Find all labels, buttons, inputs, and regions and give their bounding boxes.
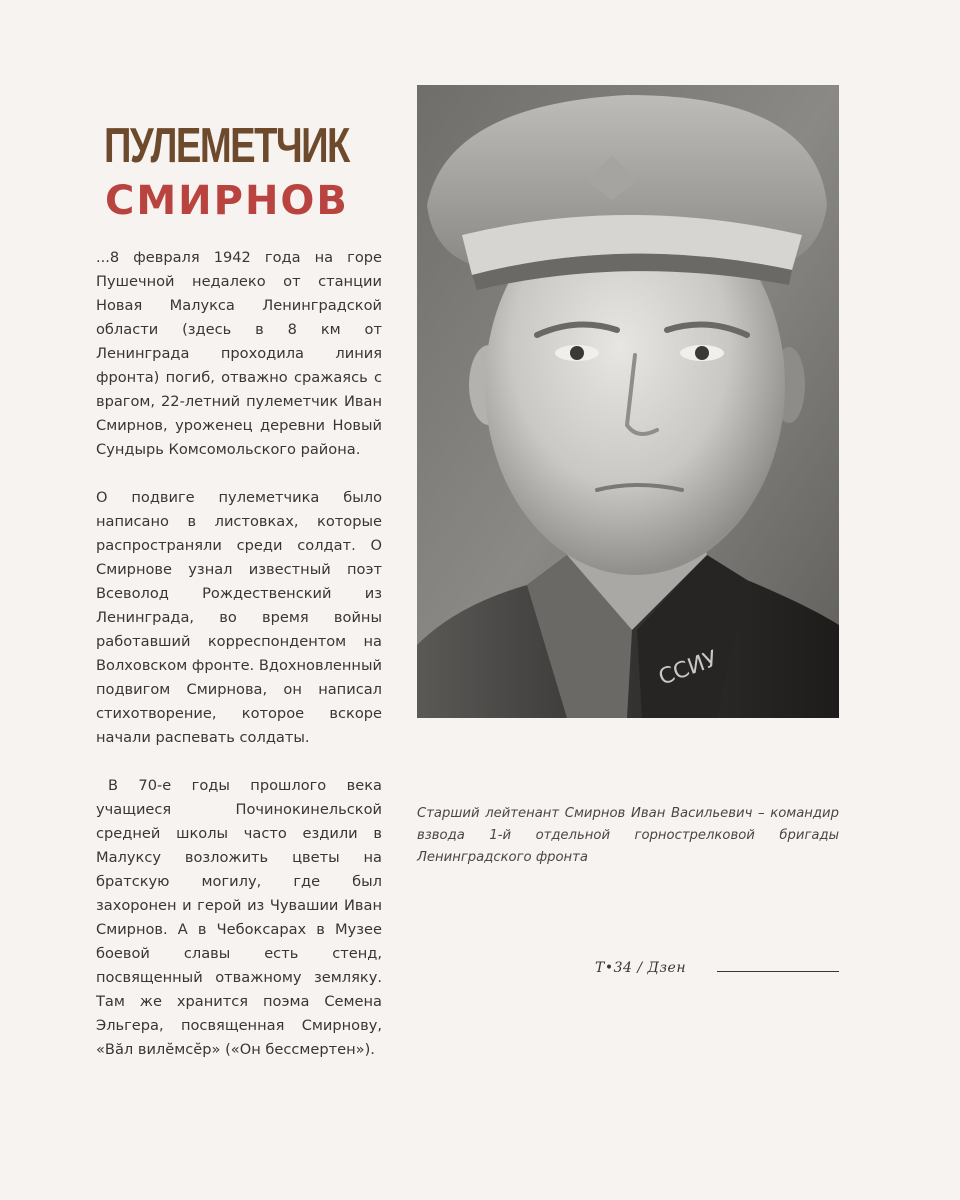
paragraph-2: О подвиге пулеметчика было написано в листовках, которые распространяли среди солдат. О Смирнове узнал известный поэт Всеволод Рождественский из Ленинграда, во время войны работавший корреспондентом на Волховском фронте. Вдохновленный подвигом Смирнова, он написал стихотворение, которое вскоре начали распевать солдаты. bbox=[96, 489, 382, 746]
portrait-photo bbox=[417, 85, 839, 718]
article-body bbox=[96, 246, 382, 1086]
title-line-2: СМИРНОВ bbox=[105, 178, 349, 224]
paragraph-3: В 70-е годы прошлого века учащиеся Починокинельской средней школы часто ездили в Малуксу возложить цветы на братскую могилу, где был захоронен и герой из Чувашии Иван Смирнов. А в Чебоксарах в Музее боевой славы есть стенд, посвященный отважному земляку. Там же хранится поэма Семена Эльгера, посвященная Смирнову, «Вăл вилĕмсĕр» («Он бессмертен»). bbox=[96, 777, 382, 1058]
source-signature: Т•34 / Дзен bbox=[595, 960, 687, 976]
title-line-1: ПУЛЕМЕТЧИК bbox=[104, 119, 349, 173]
collar-text: ССИУ bbox=[655, 646, 721, 691]
signature-divider bbox=[717, 971, 839, 972]
photo-caption: Старший лейтенант Смирнов Иван Васильевич – командир взвода 1-й отдельной горнострелковой бригады Ленинградского фронта bbox=[417, 806, 839, 865]
paragraph-1: ...8 февраля 1942 года на горе Пушечной недалеко от станции Новая Малукса Ленинградской области (здесь в 8 км от Ленинграда проходила линия фронта) погиб, отважно сражаясь с врагом, 22-летний пулеметчик Иван Смирнов, уроженец деревни Новый Сундырь Комсомольского района. bbox=[96, 249, 382, 458]
